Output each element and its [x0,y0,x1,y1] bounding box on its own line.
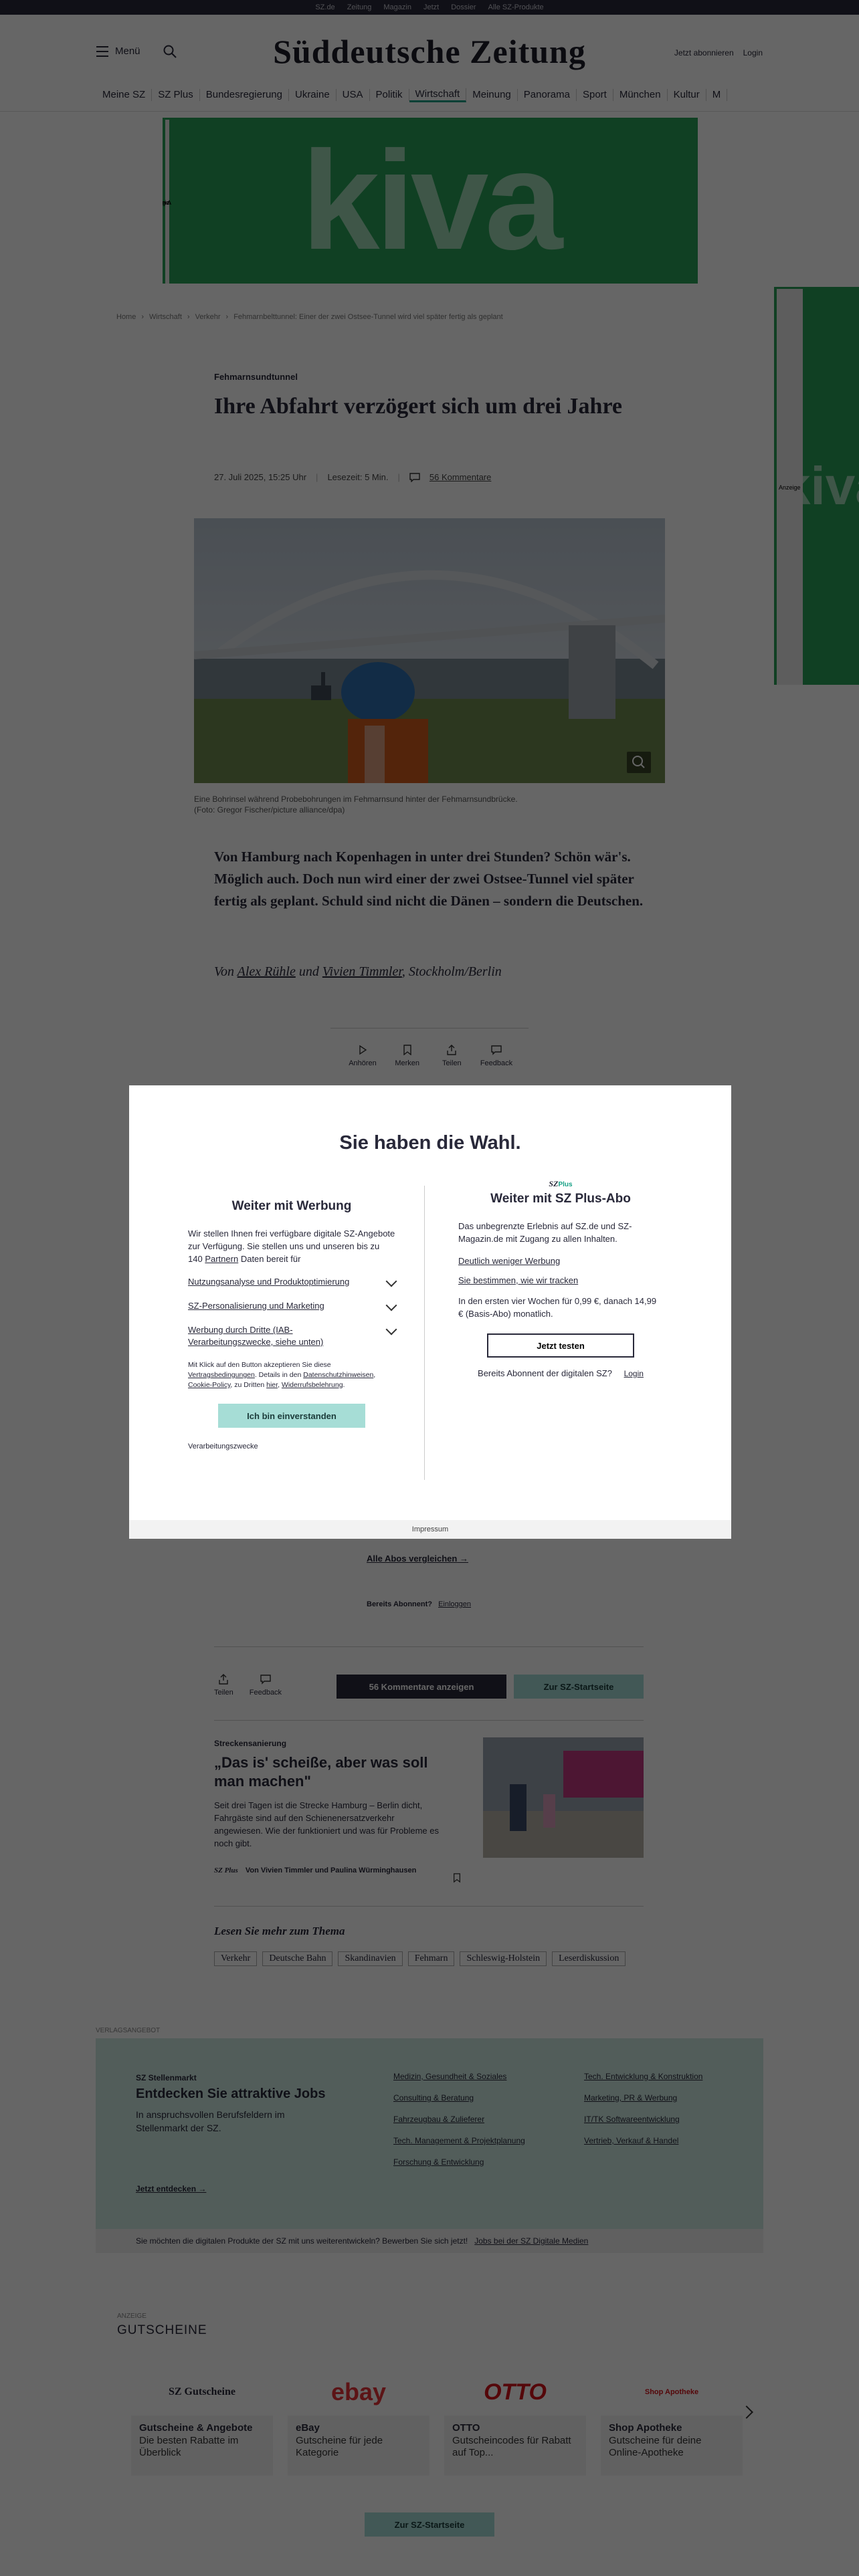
accordion-label: SZ-Personalisierung und Marketing [188,1301,324,1311]
privacy-link[interactable]: Datenschutzhinweisen [303,1371,374,1379]
terms-link[interactable]: Vertragsbedingungen [188,1371,255,1379]
chevron-down-icon [386,1276,397,1287]
processing-purposes-link[interactable]: Verarbeitungszwecke [188,1442,258,1451]
legal-text: Mit Klick auf den Button akzeptieren Sie diese Vertragsbedingungen. Details in den Datenschutzhinweisen, Cookie-Policy, zu Dritten hier, Widerrufsbelehrung. [188,1361,376,1389]
accordion-label: Nutzungsanalyse und Produktoptimierung [188,1277,350,1287]
plus-option-title: Weiter mit SZ Plus-Abo [490,1192,631,1206]
consent-plus-column [458,1179,663,1378]
imprint-link[interactable]: Impressum [129,1520,731,1539]
price-text: In den ersten vier Wochen für 0,99 €, danach 14,99 € (Basis-Abo) monatlich. [458,1296,657,1319]
chevron-down-icon [386,1300,397,1311]
purpose-accordion[interactable] [188,1324,395,1348]
cookie-policy-link[interactable]: Cookie-Policy [188,1381,231,1389]
consent-title: Sie haben die Wahl. [339,1132,521,1154]
divider [424,1186,425,1480]
subscriber-text: Bereits Abonnent der digitalen SZ? [478,1368,612,1378]
tracking-link[interactable]: Sie bestimmen, wie wir tracken [458,1275,579,1285]
less-ads-link[interactable]: Deutlich weniger Werbung [458,1256,561,1266]
try-now-button[interactable]: Jetzt testen [487,1333,634,1358]
partners-link[interactable]: Partnern [205,1254,239,1264]
ads-option-title: Weiter mit Werbung [231,1199,352,1213]
consent-ads-column [188,1199,395,1451]
subscriber-prompt [458,1368,663,1378]
consent-modal [129,1085,731,1539]
purpose-accordion[interactable] [188,1276,395,1288]
revocation-link[interactable]: Widerrufsbelehrung [281,1381,343,1389]
plus-option-text: Das unbegrenzte Erlebnis auf SZ.de und SZ-Magazin.de mit Zugang zu allen Inhalten. [458,1221,632,1244]
chevron-down-icon [386,1324,397,1335]
purpose-accordion[interactable] [188,1300,395,1312]
ads-option-text: Wir stellen Ihnen frei verfügbare digitale SZ-Angebote zur Verfügung. Sie stellen uns und unseren bis zu 140 Partnern Daten bereit für [188,1228,395,1264]
accordion-label: Werbung durch Dritte (IAB-Verarbeitungszwecke, siehe unten) [188,1325,324,1347]
third-parties-link[interactable]: hier [266,1381,278,1389]
sz-plus-logo: SZPlus [549,1179,573,1188]
subscriber-login-link[interactable]: Login [624,1369,644,1378]
accept-button[interactable]: Ich bin einverstanden [218,1404,365,1428]
